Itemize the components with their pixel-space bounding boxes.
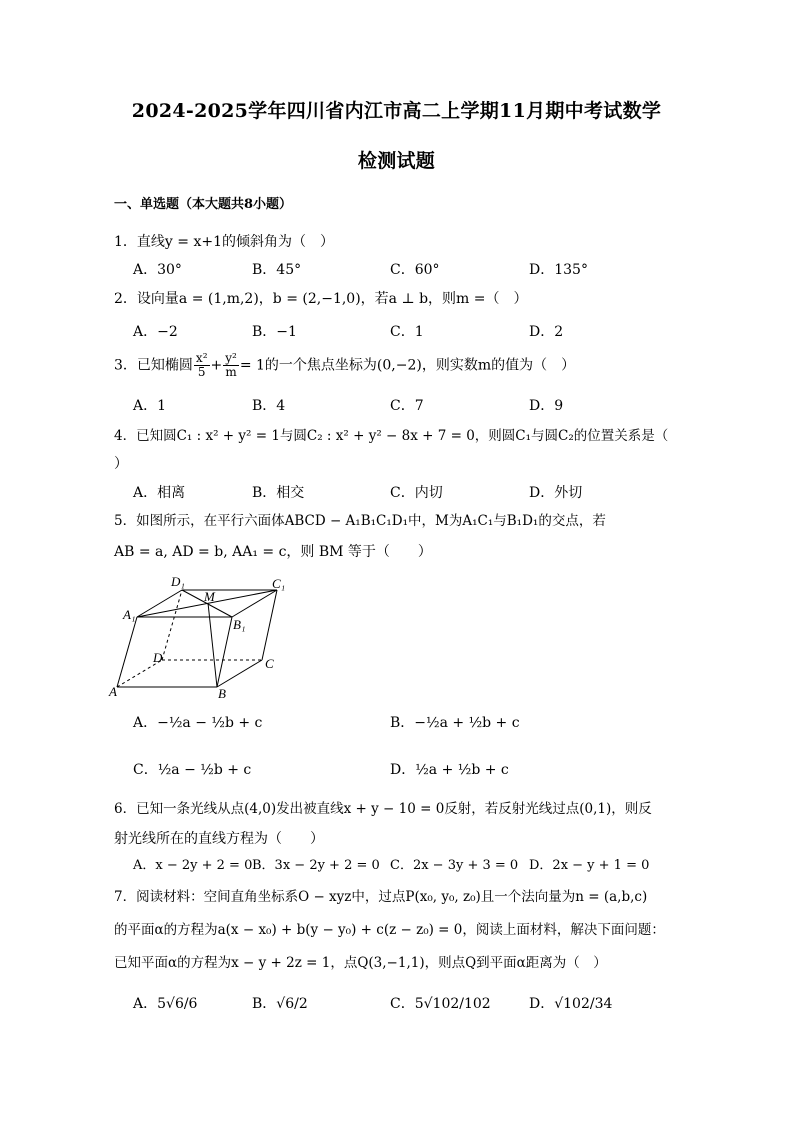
q2-option-b: B．−1 bbox=[252, 324, 297, 340]
q3-option-d: D．9 bbox=[529, 398, 564, 414]
q7-option-a: A．5√6/6 bbox=[133, 996, 198, 1012]
question-4-line1: 4．已知圆C₁ : x² + y² = 1与圆C₂ : x² + y² − 8x + 7 = 0，则圆C₁与圆C₂的位置关系是（ bbox=[114, 428, 669, 444]
q3-text-prefix: 3．已知椭圆 bbox=[114, 357, 193, 374]
q3-fraction-y bbox=[223, 352, 239, 379]
q4-option-d: D．外切 bbox=[529, 485, 583, 501]
q6-option-c: C．2x − 3y + 3 = 0 bbox=[390, 858, 519, 873]
label-A: A bbox=[109, 684, 117, 699]
q4-option-a: A．相离 bbox=[133, 485, 186, 501]
label-B: B bbox=[218, 686, 226, 701]
question-4-line2: ） bbox=[114, 456, 128, 472]
q4-option-b: B．相交 bbox=[252, 485, 305, 501]
q5-option-c: C．½a − ½b + c bbox=[133, 762, 252, 778]
section-heading: 一、单选题（本大题共8小题） bbox=[114, 197, 293, 212]
q3-option-a: A．1 bbox=[133, 398, 167, 414]
question-7-line2: 的平面α的方程为a(x − x₀) + b(y − y₀) + c(z − z₀) = 0，阅读上面材料，解决下面问题： bbox=[114, 922, 665, 938]
question-7-line1: 7．阅读材料：空间直角坐标系O − xyz中，过点P(x₀, y₀, z₀)且一个法向量为n = (a,b,c) bbox=[114, 889, 648, 905]
label-B1: B₁ bbox=[233, 617, 246, 632]
q3-frac1-num: x² bbox=[195, 351, 208, 365]
q7-option-d: D．√102/34 bbox=[529, 996, 613, 1012]
q6-option-a: A．x − 2y + 2 = 0 bbox=[133, 858, 253, 873]
question-6-line2: 射光线所在的直线方程为（ ） bbox=[114, 831, 324, 847]
question-2-text: 2．设向量a = (1,m,2)，b = (2,−1,0)，若a ⊥ b，则m =（ ） bbox=[114, 291, 528, 307]
q5-option-b: B．−½a + ½b + c bbox=[390, 715, 520, 731]
q3-frac2-den: m bbox=[225, 365, 237, 379]
q3-frac1-den: 5 bbox=[197, 365, 206, 379]
q3-option-c: C．7 bbox=[390, 398, 424, 414]
question-5-line2: AB = a, AD = b, AA₁ = c，则 BM 等于（ ） bbox=[114, 544, 432, 560]
q3-fraction-x bbox=[194, 352, 210, 379]
parallelepiped-figure bbox=[109, 572, 292, 701]
q1-option-a: A．30° bbox=[133, 262, 182, 278]
q1-option-c: C．60° bbox=[390, 262, 440, 278]
label-C1: C₁ bbox=[272, 576, 286, 591]
q2-option-a: A．−2 bbox=[133, 324, 178, 340]
q7-option-b: B．√6/2 bbox=[252, 996, 308, 1012]
label-A1: A₁ bbox=[123, 607, 136, 622]
q5-option-a: A．−½a − ½b + c bbox=[133, 715, 263, 731]
q4-option-c: C．内切 bbox=[390, 485, 443, 501]
question-7-line3: 已知平面α的方程为x − y + 2z = 1，点Q(3,−1,1)，则点Q到平面α距离为（ ） bbox=[114, 955, 607, 971]
label-C: C bbox=[265, 656, 274, 671]
q3-text-suffix: = 1的一个焦点坐标为(0,−2)，则实数m的值为（ ） bbox=[239, 357, 576, 374]
question-1-text: 1．直线y = x+1的倾斜角为（ ） bbox=[114, 234, 334, 250]
q3-frac2-num: y² bbox=[225, 351, 237, 365]
label-D: D bbox=[153, 650, 163, 665]
label-D1: D₁ bbox=[171, 574, 185, 589]
q2-option-d: D．2 bbox=[529, 324, 564, 340]
question-6-line1: 6．已知一条光线从点(4,0)发出被直线x + y − 10 = 0反射，若反射光线过点(0,1)，则反 bbox=[114, 801, 652, 817]
q2-option-c: C．1 bbox=[390, 324, 424, 340]
q5-option-d: D．½a + ½b + c bbox=[390, 762, 509, 778]
q7-option-c: C．5√102/102 bbox=[390, 996, 491, 1012]
question-5-line1: 5．如图所示，在平行六面体ABCD − A₁B₁C₁D₁中，M为A₁C₁与B₁D₁的交点，若 bbox=[114, 513, 606, 529]
q6-option-d: D．2x − y + 1 = 0 bbox=[529, 858, 650, 873]
q6-option-b: B．3x − 2y + 2 = 0 bbox=[252, 858, 380, 873]
doc-title-line1: 2024-2025学年四川省内江市高二上学期11月期中考试数学 bbox=[131, 100, 662, 122]
q1-option-b: B．45° bbox=[252, 262, 302, 278]
doc-title-line2: 检测试题 bbox=[357, 150, 436, 172]
question-3-text: 3．已知椭圆 $\frac{\text{x²}}{5}$ + $\frac{\text{y²}}{m}$ = 1的一个焦点坐标为(0,−2)，则实数m的值为（ ） bbox=[114, 351, 576, 379]
q1-option-d: D．135° bbox=[529, 262, 588, 278]
label-M: M bbox=[204, 589, 215, 604]
q3-option-b: B．4 bbox=[252, 398, 286, 414]
